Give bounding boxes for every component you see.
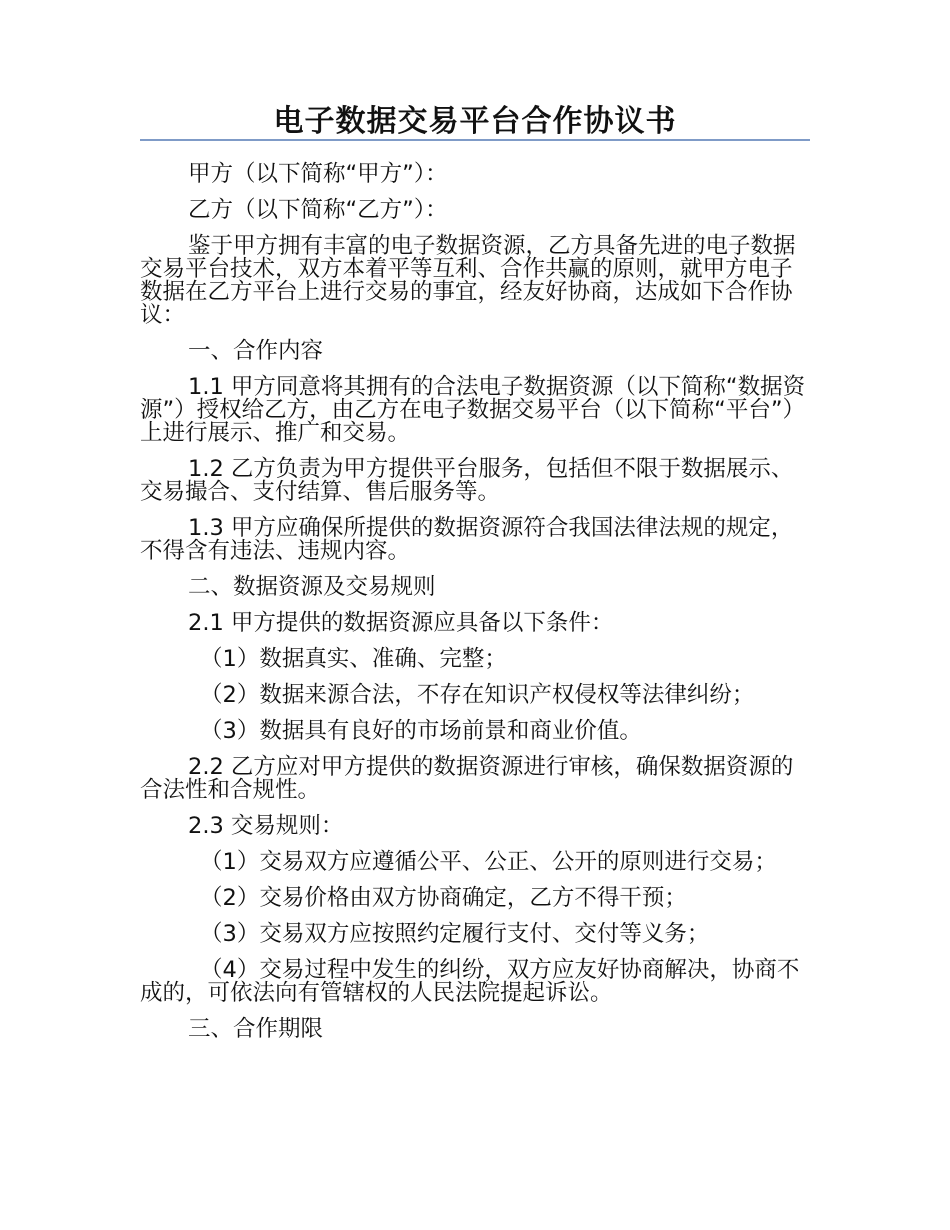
clause-2-3: 2.3 交易规则： (188, 813, 344, 839)
clause-2-2: 2.2 乙方应对甲方提供的数据资源进行审核，确保数据资源的合法性和合规性。 (140, 753, 794, 803)
party-b-line: 乙方（以下简称“乙方”）： (188, 197, 448, 223)
clause-2-3-item-1: （1）交易双方应遵循公平、公正、公开的原则进行交易； (200, 848, 777, 875)
clause-2-3-item-2: （2）交易价格由双方协商确定，乙方不得干预； (200, 885, 687, 911)
document-body (140, 156, 812, 1047)
section-heading-data-rules: 二、数据资源及交易规则 (188, 574, 436, 600)
clause-2-3-item-3: （3）交易双方应按照约定履行支付、交付等义务； (200, 921, 710, 947)
clause-1-2: 1.2 乙方负责为甲方提供平台服务，包括但不限于数据展示、交易撮合、支付结算、售后服务等。 (140, 455, 794, 505)
document-title: 电子数据交易平台合作协议书 (273, 104, 677, 139)
clause-2-1: 2.1 甲方提供的数据资源应具备以下条件： (188, 610, 614, 636)
clause-1-1: 1.1 甲方同意将其拥有的合法电子数据资源（以下简称“数据资源”）授权给乙方，由乙方在电子数据交易平台（以下简称“平台”）上进行展示、推广和交易。 (140, 373, 806, 446)
clause-2-1-item-1: （1）数据真实、准确、完整； (200, 646, 507, 672)
preamble-paragraph: 鉴于甲方拥有丰富的电子数据资源，乙方具备先进的电子数据交易平台技术，双方本着平等互利、合作共赢的原则，就甲方电子数据在乙方平台上进行交易的事宜，经友好协商，达成如下合作协议： (140, 232, 796, 328)
section-heading-cooperation: 一、合作内容 (188, 338, 324, 364)
section-heading-term: 三、合作期限 (188, 1016, 324, 1042)
clause-2-1-item-2: （2）数据来源合法，不存在知识产权侵权等法律纠纷； (200, 682, 755, 708)
clause-1-3: 1.3 甲方应确保所提供的数据资源符合我国法律法规的规定，不得含有违法、违规内容。 (140, 514, 794, 564)
title-underline (140, 139, 810, 141)
clause-2-1-item-3: （3）数据具有良好的市场前景和商业价值。 (200, 718, 642, 744)
clause-2-3-item-4: （4）交易过程中发生的纠纷，双方应友好协商解决，协商不成的，可依法向有管辖权的人民法院提起诉讼。 (140, 956, 800, 1006)
party-a-line: 甲方（以下简称“甲方”）： (188, 161, 448, 187)
